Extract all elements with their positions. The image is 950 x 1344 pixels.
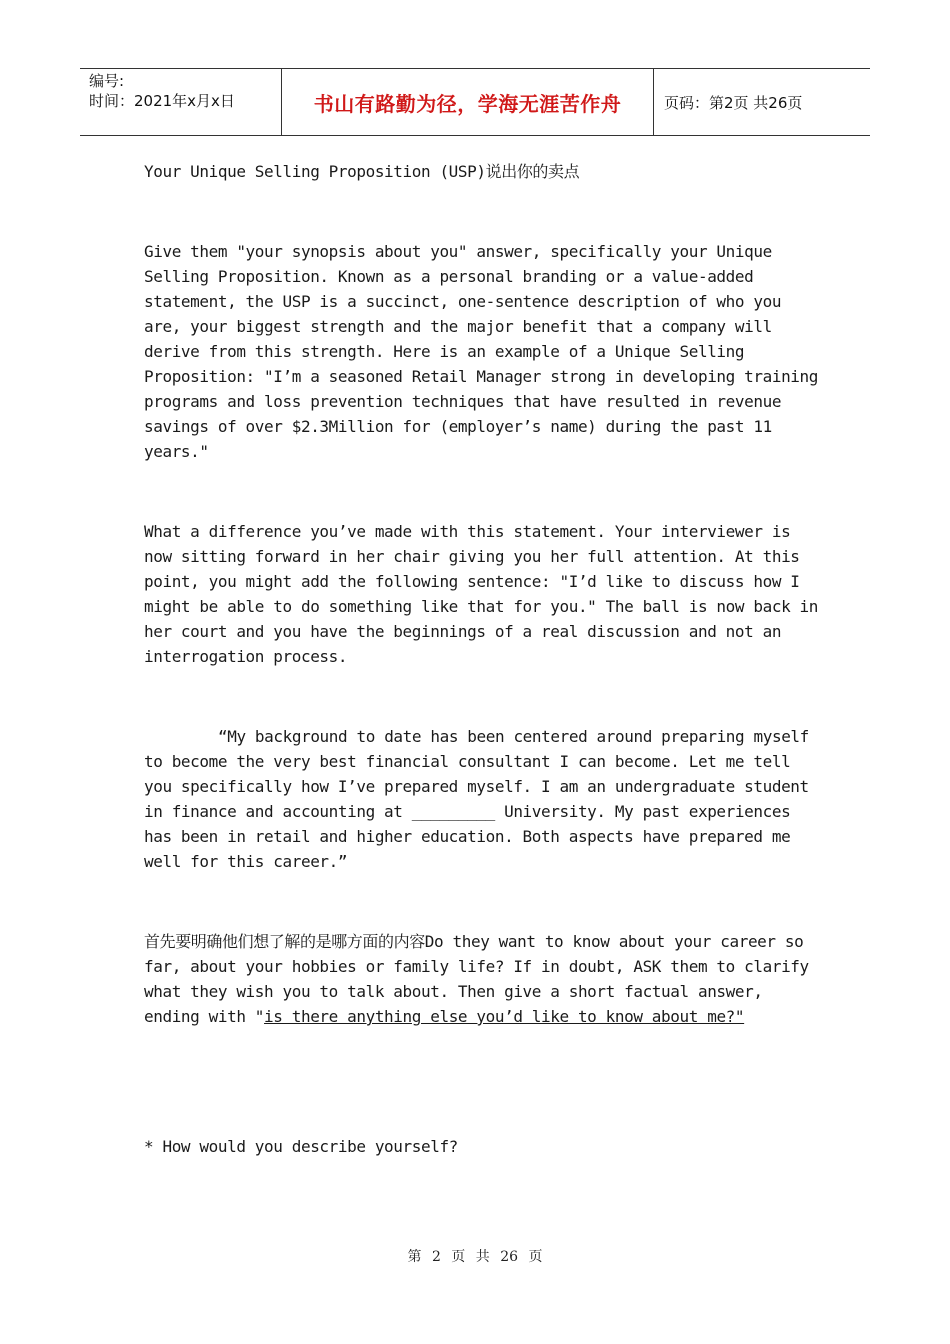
underlined-closing-question: is there anything else you’d like to know about me?" [264, 1007, 745, 1026]
paragraph-clarify [144, 929, 824, 1029]
section-heading: Your Unique Selling Proposition (USP)说出你的卖点 [144, 162, 580, 181]
header-page-cell [654, 69, 870, 135]
spacer [144, 1029, 824, 1134]
header-motto: 书山有路勤为径，学海无涯苦作舟 [313, 91, 622, 116]
paragraph-sample-answer: “My background to date has been centered around preparing myself to become the very best financial consultant I can become. Let me tell you specifically how I’ve prepared myself. I am an undergraduate student in finance and accounting at _________ University. My past experiences has been in retail and higher education. Both aspects have prepared me well for this career.” [144, 727, 819, 871]
header-left-cell [80, 69, 281, 135]
paragraph-difference: What a difference you’ve made with this statement. Your interviewer is now sitting forward in her chair giving you her full attention. At this point, you might add the following sentence: "I’d like to discuss how I might be able to do something like that for you." The ball is now back in her court and you have the beginnings of a real discussion and not an interrogation process. [144, 522, 828, 666]
header-page-info: 页码：第2页 共26页 [664, 93, 803, 112]
document-header [80, 68, 870, 136]
spacer [144, 464, 824, 519]
spacer [144, 874, 824, 929]
spacer [144, 669, 824, 724]
spacer [144, 184, 824, 239]
document-number-label: 编号: [89, 72, 125, 90]
document-date: 时间：2021年x月x日 [89, 92, 235, 110]
paragraph-clarify-text: 首先要明确他们想了解的是哪方面的内容Do they want to know about your career so far, about your hobbies or family life? If in doubt, ASK them to clarify what they wish you to talk about. Then give a short factual answer, ending with " [144, 932, 818, 1026]
document-body [144, 159, 828, 1159]
interview-question: * How would you describe yourself? [144, 1137, 458, 1156]
page-footer: 第 2 页 共 26 页 [407, 1249, 543, 1265]
header-motto-cell [281, 69, 654, 135]
paragraph-usp-explanation: Give them "your synopsis about you" answer, specifically your Unique Selling Proposition. Known as a personal branding or a value-added statement, the USP is a succinct, one-sentence description of who you are, your biggest strength and the major benefit that a company will derive from this strength. Here is an example of a Unique Selling Proposition: "I’m a seasoned Retail Manager strong in developing training programs and loss prevention techniques that have resulted in revenue savings of over $2.3Million for (employer’s name) during the past 11 years." [144, 242, 828, 461]
